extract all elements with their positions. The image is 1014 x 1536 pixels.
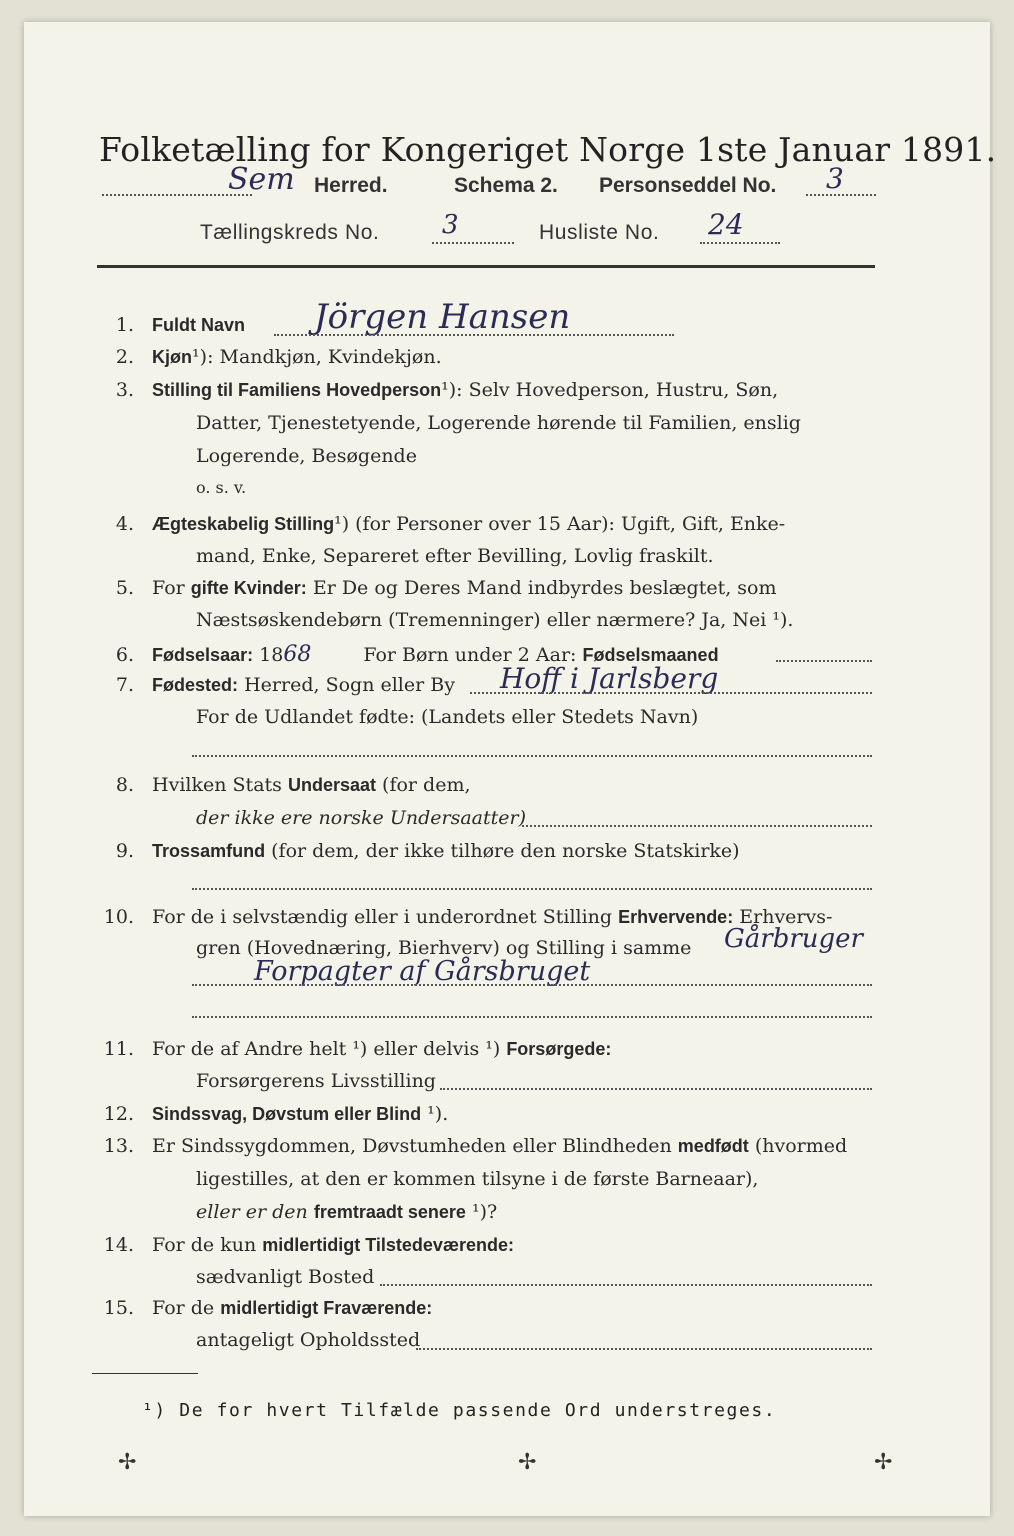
q3-number: 3. [115, 379, 134, 401]
q9-label: Trossamfund [152, 841, 266, 861]
q13-text3-post: ¹)? [471, 1201, 498, 1223]
q12-number: 12. [103, 1103, 134, 1125]
q10-text2: gren (Hovednæring, Bierhverv) og Stilling i samme [196, 937, 692, 959]
q1-number: 1. [115, 314, 134, 336]
q11-text1-pre: For de af Andre helt ¹) eller delvis ¹) [152, 1038, 501, 1060]
q10-dotted-line [192, 984, 872, 986]
q7-text1: Herred, Sogn eller By [244, 674, 455, 696]
q12-text: ¹). [427, 1103, 449, 1125]
q13-label2: fremtraadt senere [313, 1202, 466, 1222]
q10-label: Erhvervende: [618, 907, 734, 927]
q1-label: Fuldt Navn [152, 315, 246, 335]
q15-dotted-line [416, 1348, 872, 1350]
q5-row [94, 577, 777, 599]
q4-text1: ¹) (for Personer over 15 Aar): Ugift, Gift, Enke- [334, 513, 786, 535]
q14-text2: sædvanligt Bosted [196, 1266, 375, 1288]
q5-prefix: For [152, 577, 185, 599]
header-rule [97, 265, 875, 268]
q2-text: ¹): Mandkjøn, Kvindekjøn. [192, 346, 442, 368]
q13-label: medfødt [677, 1136, 749, 1156]
q4-number: 4. [115, 513, 134, 535]
q7-dotted-line2 [192, 755, 872, 757]
q14-number: 14. [103, 1234, 134, 1256]
q10-number: 10. [103, 906, 134, 928]
q7-number: 7. [115, 674, 134, 696]
q8-dotted-line [522, 825, 872, 827]
schema-label: Schema 2. [454, 174, 558, 197]
corner-mark-left: ✢ [118, 1450, 137, 1475]
kreds-dotted-line [432, 242, 514, 244]
corner-mark-center: ✢ [518, 1450, 537, 1475]
kreds-label: Tællingskreds No. [200, 221, 380, 244]
q4-text2: mand, Enke, Separeret efter Bevilling, Lovlig fraskilt. [196, 545, 714, 567]
q7-value: Hoff i Jarlsberg [500, 662, 719, 695]
q6-mid: For Børn under 2 Aar: [363, 644, 577, 666]
personseddel-label: Personseddel No. [599, 174, 777, 197]
form-title: Folketælling for Kongeriget Norge 1ste Januar 1891. [99, 130, 997, 169]
footnote-rule [92, 1373, 198, 1374]
q13-text1-post: (hvormed [754, 1135, 848, 1157]
q13-row [94, 1135, 847, 1157]
q15-prefix: For de [152, 1297, 215, 1319]
q8-text1-pre: Hvilken Stats [152, 774, 282, 796]
q12-label: Sindssvag, Døvstum eller Blind [152, 1104, 422, 1124]
q6-value: 68 [283, 642, 312, 667]
q3-label: Stilling til Familiens Hovedperson [152, 380, 442, 400]
herred-label: Herred. [314, 174, 388, 197]
q11-dotted-line [440, 1088, 872, 1090]
husliste-dotted-line [700, 242, 780, 244]
q11-row [94, 1038, 611, 1060]
q8-text1-post: (for dem, [382, 774, 471, 796]
q2-number: 2. [115, 346, 134, 368]
q14-label: midlertidigt Tilstedeværende: [262, 1235, 514, 1255]
q10-dotted-line2 [192, 1016, 872, 1018]
q15-row [94, 1297, 432, 1319]
q2-label: Kjøn [152, 347, 193, 367]
husliste-label: Husliste No. [539, 221, 660, 244]
q11-label: Forsørgede: [506, 1039, 612, 1059]
q9-row [94, 840, 740, 862]
q5-text2: Næstsøskendebørn (Tremenninger) eller nærmere? Ja, Nei ¹). [196, 609, 794, 631]
q14-prefix: For de kun [152, 1234, 257, 1256]
q8-row [94, 774, 471, 796]
herred-value: Sem [228, 162, 295, 197]
q13-number: 13. [103, 1135, 134, 1157]
q7-row [94, 674, 455, 696]
q2-row [94, 346, 442, 368]
q3-text2: Datter, Tjenestetyende, Logerende hørende til Familien, enslig [196, 412, 801, 434]
q1-dotted-line [274, 334, 674, 336]
q4-row [94, 513, 785, 535]
footnote: ¹) De for hvert Tilfælde passende Ord understreges. [142, 1400, 777, 1421]
q15-number: 15. [103, 1297, 134, 1319]
q13-text1-pre: Er Sindssygdommen, Døvstumheden eller Blindheden [152, 1135, 672, 1157]
personseddel-dotted-line [806, 194, 876, 196]
q5-number: 5. [115, 577, 134, 599]
q10-row [94, 906, 832, 928]
q13-text3-pre: eller er den [196, 1201, 308, 1223]
corner-mark-right: ✢ [874, 1450, 893, 1475]
q15-text2: antageligt Opholdssted [196, 1329, 421, 1351]
q7-label: Fødested: [152, 675, 239, 695]
q5-text1: Er De og Deres Mand indbyrdes beslægtet, som [312, 577, 777, 599]
q6-number: 6. [115, 644, 134, 666]
q9-dotted-line [192, 888, 872, 890]
q6-dotted-line [776, 660, 872, 662]
husliste-value: 24 [708, 208, 744, 241]
q1-row [94, 314, 245, 336]
kreds-value: 3 [442, 210, 459, 240]
q8-number: 8. [115, 774, 134, 796]
q8-text2: der ikke ere norske Undersaatter) [196, 807, 526, 829]
q6-label: Fødselsaar: [152, 645, 254, 665]
q10-value2: Forpagter af Gårsbruget [254, 956, 591, 987]
q13-row3 [196, 1201, 497, 1223]
q13-text2: ligestilles, at den er kommen tilsyne i de første Barneaar), [196, 1168, 759, 1190]
q10-value1: Gårbruger [724, 924, 863, 954]
q4-label: Ægteskabelig Stilling [152, 514, 335, 534]
q14-dotted-line [380, 1284, 872, 1286]
q3-row [94, 379, 778, 401]
q14-row [94, 1234, 514, 1256]
q7-dotted-line [470, 692, 872, 694]
census-form-page [24, 22, 997, 1516]
q5-label: gifte Kvinder: [190, 578, 307, 598]
q7-text2: For de Udlandet fødte: (Landets eller Stedets Navn) [196, 706, 699, 728]
q10-text1-pre: For de i selvstændig eller i underordnet Stilling [152, 906, 613, 928]
q3-text1: ¹): Selv Hovedperson, Hustru, Søn, [441, 379, 779, 401]
q11-text2: Forsørgerens Livsstilling [196, 1070, 436, 1092]
q6-prefix: 18 [259, 644, 284, 666]
q12-row [94, 1103, 448, 1125]
q15-label: midlertidigt Fraværende: [220, 1298, 433, 1318]
q3-text4: o. s. v. [196, 478, 247, 497]
q10-text1-post: Erhvervs- [739, 906, 833, 928]
q3-text3: Logerende, Besøgende [196, 445, 417, 467]
q1-value: Jörgen Hansen [314, 297, 571, 337]
q9-text: (for dem, der ikke tilhøre den norske Statskirke) [271, 840, 740, 862]
q9-number: 9. [115, 840, 134, 862]
q8-label: Undersaat [287, 775, 376, 795]
q11-number: 11. [103, 1038, 134, 1060]
personseddel-value: 3 [826, 162, 844, 195]
q6-label2: Fødselsmaaned [582, 645, 719, 665]
